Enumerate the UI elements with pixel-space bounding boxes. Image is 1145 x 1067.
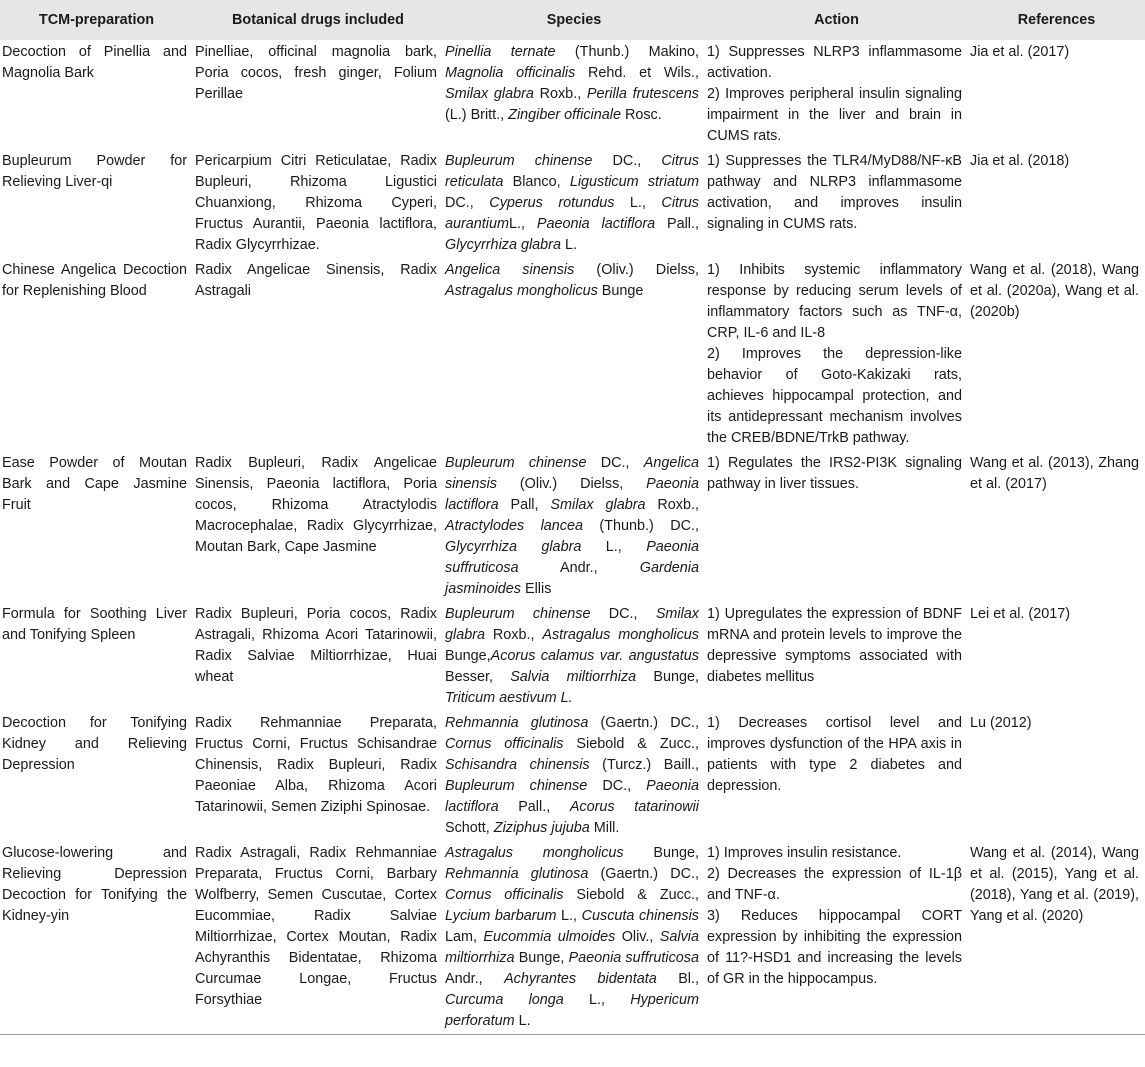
cell-action bbox=[705, 149, 968, 258]
species-name: Cuscuta chinensis bbox=[581, 908, 699, 924]
species-name: Magnolia officinalis bbox=[445, 65, 576, 81]
species-authority: Bunge, bbox=[636, 669, 699, 685]
table-row bbox=[0, 149, 1145, 258]
species-name: Bupleurum chinense bbox=[445, 778, 588, 794]
cell-botanical-drugs: Radix Rehmanniae Preparata, Fructus Corni, Fructus Schisandrae Chinensis, Radix Bupleuri, Radix Paeoniae Alba, Rhizoma Acori Tatarinowii, Semen Ziziphi Spinosae. bbox=[195, 715, 437, 815]
species-authority: (Thunb.) Makino, bbox=[555, 44, 699, 60]
species-name: Angelica sinensis bbox=[445, 455, 699, 492]
species-authority: Andr., bbox=[445, 971, 505, 987]
header-botanical-drugs: Botanical drugs included bbox=[193, 0, 443, 40]
header-species: Species bbox=[443, 0, 705, 40]
species-name: Citrus reticulata bbox=[445, 153, 699, 190]
cell-references: Jia et al. (2017) bbox=[970, 44, 1070, 60]
cell-action bbox=[705, 841, 968, 1035]
action-item: 1) Regulates the IRS2-PI3K signaling pathway in liver tissues. bbox=[707, 455, 962, 492]
species-authority: Roxb., bbox=[533, 86, 587, 102]
action-item: 1) Suppresses NLRP3 inflammasome activation. bbox=[707, 44, 962, 81]
species-name: Paeonia lactiflora bbox=[445, 778, 699, 815]
cell-botanical-drugs: Pinelliae, officinal magnolia bark, Poria cocos, fresh ginger, Folium Perillae bbox=[195, 44, 437, 102]
cell-botanical-drugs: Radix Bupleuri, Poria cocos, Radix Astragali, Rhizoma Acori Tatarinowii, Radix Salviae Miltiorrhizae, Huai wheat bbox=[195, 606, 437, 685]
cell-references: Wang et al. (2013), Zhang et al. (2017) bbox=[970, 455, 1139, 492]
cell-species bbox=[443, 149, 705, 258]
species-name: Achyrantes bidentata bbox=[504, 971, 657, 987]
species-authority: Bunge, bbox=[445, 648, 491, 664]
cell-action bbox=[705, 258, 968, 451]
species-authority: Blanco, bbox=[503, 174, 570, 190]
species-authority: Bunge, bbox=[623, 845, 700, 861]
species-authority: DC., bbox=[592, 153, 662, 169]
species-authority: Lam, bbox=[445, 929, 484, 945]
species-name: Gardenia jasminoides bbox=[445, 560, 699, 597]
species-name: Citrus aurantium bbox=[445, 195, 700, 232]
species-authority: Schott, bbox=[445, 820, 494, 836]
species-name: Cornus officinalis bbox=[445, 736, 564, 752]
species-authority: Ellis bbox=[521, 581, 552, 597]
table-row bbox=[0, 711, 1145, 841]
species-name: Lycium barbarum bbox=[445, 908, 557, 924]
action-item: 3) Reduces hippocampal CORT expression by inhibiting the expression of 11?-HSD1 and increasing the levels of GR in the hippocampus. bbox=[707, 908, 962, 987]
cell-action bbox=[705, 451, 968, 602]
cell-botanical-drugs: Radix Angelicae Sinensis, Radix Astragali bbox=[195, 262, 437, 299]
species-authority: DC., bbox=[445, 195, 490, 211]
table-row bbox=[0, 602, 1145, 711]
species-name: Paeonia lactiflora bbox=[536, 216, 656, 232]
species-name: Glycyrrhiza glabra bbox=[445, 539, 582, 555]
header-tcm-preparation: TCM-preparation bbox=[0, 0, 193, 40]
species-authority: L., bbox=[509, 216, 537, 232]
action-item: 1) Suppresses the TLR4/MyD88/NF-κB pathway and NLRP3 inflammasome activation, and improves insulin signaling in CUMS rats. bbox=[707, 153, 962, 232]
species-name: Rehmannia glutinosa bbox=[445, 866, 589, 882]
species-name: Paeonia lactiflora bbox=[445, 476, 699, 513]
species-authority: (Oliv.) Dielss, bbox=[574, 262, 699, 278]
species-authority: (L.) Britt., bbox=[445, 107, 509, 123]
species-name: Triticum aestivum L. bbox=[445, 690, 573, 706]
species-name: Bupleurum chinense bbox=[445, 606, 591, 622]
species-name: Cyperus rotundus bbox=[489, 195, 615, 211]
species-name: Curcuma longa bbox=[445, 992, 564, 1008]
species-name: Glycyrrhiza glabra bbox=[445, 237, 561, 253]
action-item: 1) Upregulates the expression of BDNF mRNA and protein levels to improve the depressive symptoms associated with diabetes mellitus bbox=[707, 606, 962, 685]
species-authority: Oliv., bbox=[615, 929, 660, 945]
species-name: Eucommia ulmoides bbox=[483, 929, 616, 945]
cell-botanical-drugs: Radix Bupleuri, Radix Angelicae Sinensis, Paeonia lactiflora, Poria cocos, Rhizoma Atractylodis Macrocephalae, Radix Glycyrrhizae, Moutan Bark, Cape Jasmine bbox=[195, 455, 437, 555]
cell-references: Lei et al. (2017) bbox=[970, 606, 1070, 622]
species-name: Bupleurum chinense bbox=[445, 153, 593, 169]
species-name: Paeonia suffruticosa bbox=[568, 950, 699, 966]
cell-tcm-preparation: Glucose-lowering and Relieving Depression Decoction for Tonifying the Kidney-yin bbox=[0, 841, 193, 1035]
species-name: Salvia miltiorrhiza bbox=[510, 669, 637, 685]
species-name: Hypericum perforatum bbox=[445, 992, 699, 1029]
table-row bbox=[0, 258, 1145, 451]
species-name: Acorus calamus var. angustatus bbox=[490, 648, 699, 664]
species-authority: L., bbox=[581, 539, 647, 555]
cell-tcm-preparation: Formula for Soothing Liver and Tonifying Spleen bbox=[2, 606, 187, 643]
species-authority: Roxb., bbox=[645, 497, 699, 513]
species-authority: Siebold & Zucc., bbox=[563, 736, 699, 752]
cell-action bbox=[705, 711, 968, 841]
species-name: Cornus officinalis bbox=[445, 887, 564, 903]
species-name: Rehmannia glutinosa bbox=[445, 715, 589, 731]
species-authority: Bl., bbox=[656, 971, 699, 987]
species-name: Astragalus mongholicus bbox=[445, 845, 624, 861]
action-item: 2) Decreases the expression of IL-1β and TNF-α. bbox=[707, 866, 962, 903]
species-name: Smilax glabra bbox=[445, 606, 700, 643]
cell-tcm-preparation: Decoction for Tonifying Kidney and Relieving Depression bbox=[2, 715, 187, 773]
cell-species bbox=[443, 258, 705, 451]
species-name: Smilax glabra bbox=[550, 497, 646, 513]
species-authority: Andr., bbox=[518, 560, 640, 576]
species-authority: (Thunb.) DC., bbox=[583, 518, 699, 534]
species-authority: Roxb., bbox=[485, 627, 543, 643]
species-authority: DC., bbox=[587, 778, 647, 794]
species-authority: L., bbox=[563, 992, 631, 1008]
species-name: Atractylodes lancea bbox=[445, 518, 583, 534]
species-authority: (Oliv.) Dielss, bbox=[497, 476, 647, 492]
species-name: Paeonia suffruticosa bbox=[445, 539, 700, 576]
cell-action bbox=[705, 40, 968, 149]
species-name: Smilax glabra bbox=[445, 86, 534, 102]
header-row bbox=[0, 0, 1145, 40]
header-action: Action bbox=[705, 0, 968, 40]
table-row bbox=[0, 40, 1145, 149]
species-authority: (Turcz.) Baill., bbox=[589, 757, 699, 773]
species-name: Angelica sinensis bbox=[445, 262, 575, 278]
cell-tcm-preparation: Chinese Angelica Decoction for Replenishing Blood bbox=[2, 262, 187, 299]
species-authority: L., bbox=[614, 195, 662, 211]
species-authority: Rehd. et Wils., bbox=[575, 65, 699, 81]
cell-references: Wang et al. (2014), Wang et al. (2015), Yang et al. (2018), Yang et al. (2019), Yang et al. (2020) bbox=[968, 841, 1145, 1035]
cell-species bbox=[443, 841, 705, 1035]
cell-tcm-preparation: Bupleurum Powder for Relieving Liver-qi bbox=[2, 153, 187, 190]
species-name: Schisandra chinensis bbox=[445, 757, 590, 773]
cell-references: Wang et al. (2018), Wang et al. (2020a), Wang et al. (2020b) bbox=[970, 262, 1139, 320]
action-item: 1) Decreases cortisol level and improves dysfunction of the HPA axis in patients with type 2 diabetes and depression. bbox=[707, 715, 962, 794]
cell-action bbox=[705, 602, 968, 711]
cell-species bbox=[443, 711, 705, 841]
species-authority: DC., bbox=[590, 606, 656, 622]
species-name: Acorus tatarinowii bbox=[569, 799, 699, 815]
species-authority: Bunge bbox=[597, 283, 644, 299]
species-authority: DC., bbox=[586, 455, 644, 471]
species-authority: Siebold & Zucc., bbox=[563, 887, 699, 903]
table-row bbox=[0, 841, 1145, 1035]
species-authority: L. bbox=[514, 1013, 531, 1029]
species-name: Pinellia ternate bbox=[445, 44, 556, 60]
species-name: Salvia miltiorrhiza bbox=[445, 929, 699, 966]
species-authority: Bunge, bbox=[514, 950, 569, 966]
cell-botanical-drugs: Radix Astragali, Radix Rehmanniae Preparata, Fructus Corni, Barbary Wolfberry, Semen Cuscutae, Cortex Eucommiae, Radix Salviae Miltiorrhizae, Cortex Moutan, Radix Achyranthis Bidentatae, Rhizoma Curcumae Longae, Fructus Forsythiae bbox=[193, 841, 443, 1035]
header-references: References bbox=[968, 0, 1145, 40]
table-row bbox=[0, 451, 1145, 602]
action-item: 2) Improves peripheral insulin signaling impairment in the liver and brain in CUMS rats. bbox=[707, 86, 962, 144]
species-authority: Mill. bbox=[589, 820, 620, 836]
species-name: Ligusticum striatum bbox=[569, 174, 699, 190]
cell-botanical-drugs: Pericarpium Citri Reticulatae, Radix Bupleuri, Rhizoma Ligustici Chuanxiong, Rhizoma Cyperi, Fructus Aurantii, Paeonia lactiflora, Radix Glycyrrhizae. bbox=[195, 153, 437, 253]
species-name: Ziziphus jujuba bbox=[493, 820, 590, 836]
species-name: Astragalus mongholicus bbox=[542, 627, 699, 643]
species-authority: (Gaertn.) DC., bbox=[588, 715, 700, 731]
species-authority: Rosc. bbox=[620, 107, 662, 123]
cell-species bbox=[443, 451, 705, 602]
cell-tcm-preparation: Decoction of Pinellia and Magnolia Bark bbox=[2, 44, 187, 81]
cell-tcm-preparation: Ease Powder of Moutan Bark and Cape Jasmine Fruit bbox=[2, 455, 187, 513]
species-authority: L. bbox=[560, 237, 577, 253]
species-authority: Pall., bbox=[498, 799, 570, 815]
species-authority: L., bbox=[556, 908, 582, 924]
cell-references: Lu (2012) bbox=[970, 715, 1032, 731]
cell-species bbox=[443, 40, 705, 149]
cell-references: Jia et al. (2018) bbox=[970, 153, 1070, 169]
action-item: 1) Inhibits systemic inflammatory response by reducing serum levels of inflammatory factors such as TNF-α, CRP, IL-6 and IL-8 bbox=[707, 262, 962, 341]
table-body bbox=[0, 40, 1145, 1035]
species-name: Zingiber officinale bbox=[508, 107, 621, 123]
species-name: Perilla frutescens bbox=[586, 86, 699, 102]
action-item: 2) Improves the depression-like behavior of Goto-Kakizaki rats, achieves hippocampal protection, and its antidepressant mechanism involves the CREB/BDNE/TrkB pathway. bbox=[707, 346, 962, 446]
species-authority: Pall., bbox=[655, 216, 699, 232]
cell-species bbox=[443, 602, 705, 711]
table-header bbox=[0, 0, 1145, 40]
species-authority: (Gaertn.) DC., bbox=[588, 866, 700, 882]
action-item: 1) Improves insulin resistance. bbox=[707, 845, 902, 861]
species-authority: Pall, bbox=[498, 497, 551, 513]
species-name: Bupleurum chinense bbox=[445, 455, 587, 471]
species-authority: Besser, bbox=[445, 669, 511, 685]
species-name: Astragalus mongholicus bbox=[445, 283, 598, 299]
